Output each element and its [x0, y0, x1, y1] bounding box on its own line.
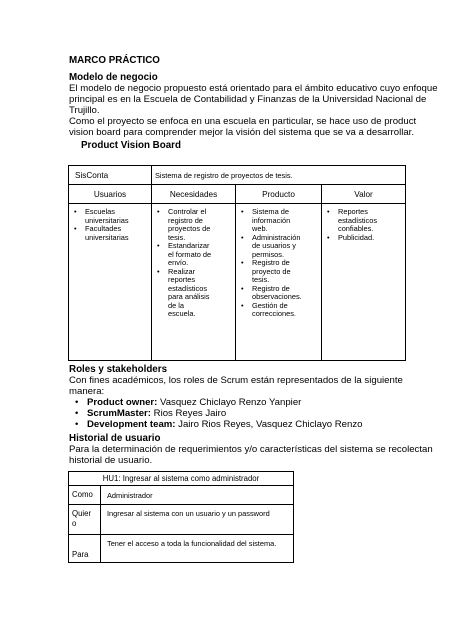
- valor-item: • Publicidad.: [322, 234, 405, 243]
- row-label-para: Para: [69, 535, 101, 563]
- producto-item: • Administración de usuarios y permisos.: [236, 234, 321, 260]
- usuarios-item: • Facultades universitarias: [69, 225, 151, 242]
- necesidades-item: • Controlar el registro de proyectos de tesis.: [152, 208, 235, 242]
- modelo-line: Como el proyecto se enfoca en una escuela en particular, se hace uso de product: [69, 116, 417, 127]
- row-label-quiero: Quier o: [69, 505, 101, 535]
- historial-paragraph: [69, 444, 433, 466]
- header-valor: Valor: [322, 185, 406, 204]
- row-value-para: Tener el acceso a toda la funcionalidad del sistema.: [101, 535, 294, 563]
- roles-intro-line: Con fines académicos, los roles de Scrum están representados de la siguiente: [69, 375, 403, 386]
- role-label: Development team:: [87, 419, 176, 430]
- roles-heading: Roles y stakeholders: [69, 364, 168, 375]
- user-story-table: [68, 471, 294, 563]
- page-title: MARCO PRÁCTICO: [69, 55, 160, 66]
- necesidades-item: • Realizar reportes estadísticos para análisis de la escuela.: [152, 268, 235, 319]
- role-label: Product owner:: [87, 397, 158, 408]
- row-label-como: Como: [69, 486, 101, 505]
- producto-item: • Gestión de correcciones.: [236, 302, 321, 319]
- roles-intro: [69, 375, 403, 397]
- user-story-title: HU1: Ingresar al sistema como administrador: [69, 472, 294, 486]
- row-value-como: Administrador: [101, 486, 294, 505]
- historial-line: Para la determinación de requerimientos y/o características del sistema se recolectan: [69, 444, 433, 455]
- necesidades-item: • Estandarizar el formato de envío.: [152, 242, 235, 268]
- row-value-quiero: Ingresar al sistema con un usuario y un password: [101, 505, 294, 535]
- producto-item: • Registro de observaciones.: [236, 285, 321, 302]
- valor-cell: [322, 204, 406, 361]
- roles-intro-line: manera:: [69, 386, 105, 397]
- product-vision-board: [68, 165, 406, 361]
- header-producto: Producto: [236, 185, 322, 204]
- role-name: Jairo Rios Reyes, Vasquez Chiclayo Renzo: [175, 419, 363, 430]
- usuarios-cell: [69, 204, 152, 361]
- role-label: ScrumMaster:: [87, 408, 151, 419]
- modelo-line: Trujillo.: [69, 105, 100, 116]
- product-name: SisConta: [69, 166, 152, 185]
- producto-cell: [236, 204, 322, 361]
- role-item: [69, 408, 362, 419]
- historial-line: historial de usuario.: [69, 455, 153, 466]
- header-usuarios: Usuarios: [69, 185, 152, 204]
- pvb-heading: Product Vision Board: [81, 140, 181, 151]
- modelo-line: vision board para comprender mejor la visión del sistema que se va a desarrollar.: [69, 127, 415, 138]
- role-item: [69, 397, 362, 408]
- modelo-paragraph: [69, 83, 438, 138]
- valor-item: • Reportes estadísticos confiables.: [322, 208, 405, 234]
- product-description: Sistema de registro de proyectos de tesis.: [152, 166, 406, 185]
- modelo-line: El modelo de negocio propuesto está orientado para el ámbito educativo cuyo enfoque: [69, 83, 438, 94]
- roles-list: [69, 397, 362, 430]
- header-necesidades: Necesidades: [152, 185, 236, 204]
- role-item: [69, 419, 362, 430]
- historial-heading: Historial de usuario: [69, 433, 161, 444]
- modelo-heading: Modelo de negocio: [69, 72, 158, 83]
- producto-item: • Sistema de información web.: [236, 208, 321, 234]
- necesidades-cell: [152, 204, 236, 361]
- modelo-line: principal es en la Escuela de Contabilidad y Finanzas de la Universidad Nacional de: [69, 94, 427, 105]
- role-name: Vasquez Chiclayo Renzo Yanpier: [157, 397, 302, 408]
- role-name: Rios Reyes Jairo: [150, 408, 227, 419]
- usuarios-item: • Escuelas universitarias: [69, 208, 151, 225]
- producto-item: • Registro de proyecto de tesis.: [236, 259, 321, 285]
